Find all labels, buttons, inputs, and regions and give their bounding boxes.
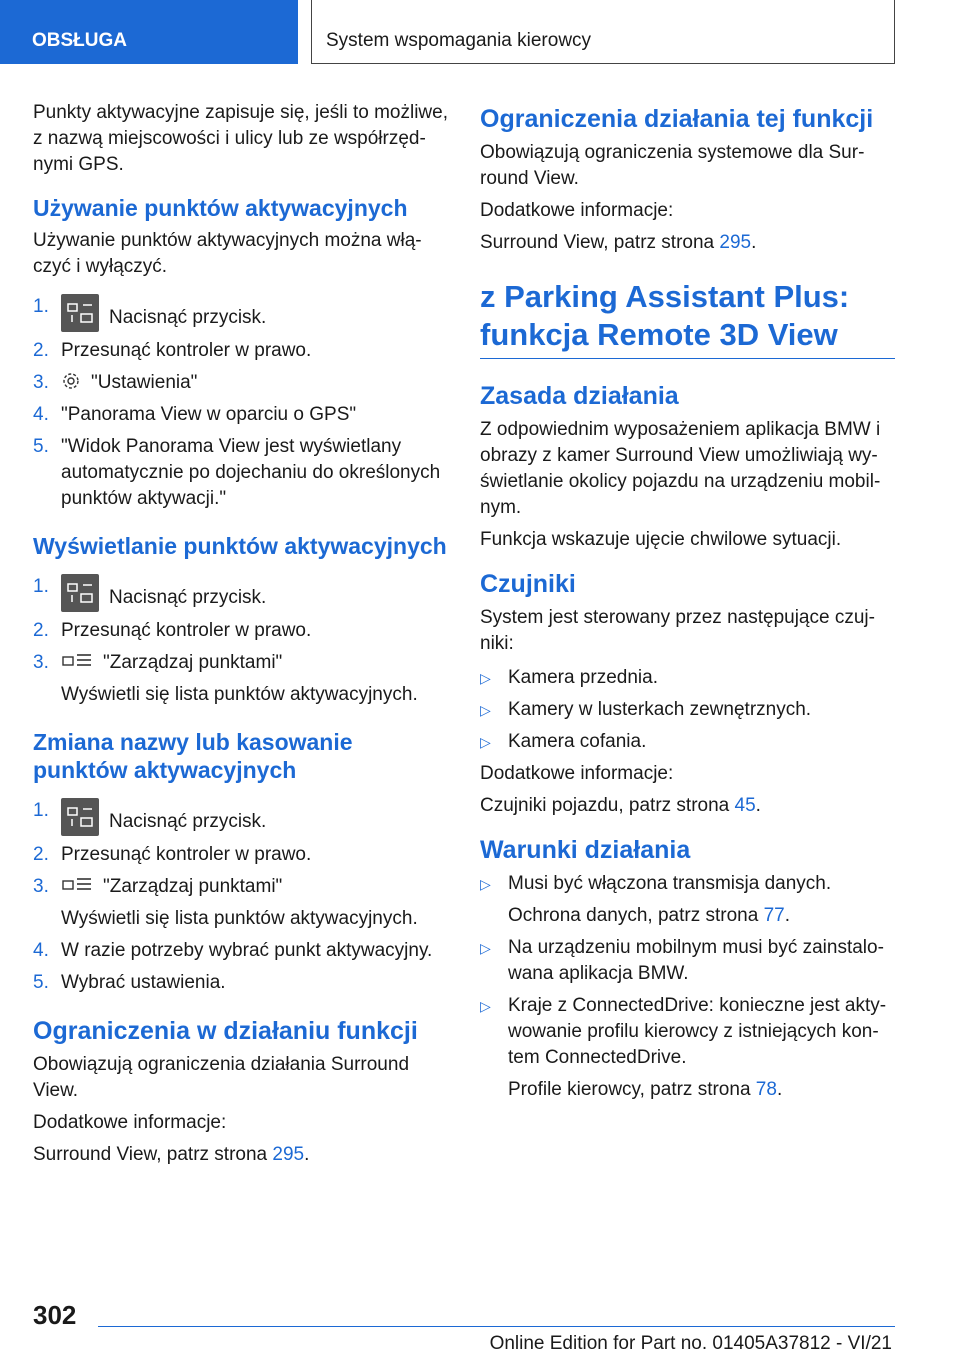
bullet-triangle-icon: ▷ (480, 734, 491, 750)
paragraph: System jest sterowany przez następujące czujniki: (480, 607, 875, 654)
list-item: 3. "Zarządzaj punktami" Wyświetli się lista punktów aktywacyjnych. (33, 650, 448, 708)
page-link[interactable]: 295 (719, 232, 752, 253)
reference: Czujniki pojazdu, patrz strona 45. (480, 795, 761, 816)
paragraph: Używanie punktów aktywacyjnych można włączyć i wyłączyć. (33, 230, 422, 277)
manage-points-icon (61, 875, 93, 895)
list-item: 3. "Zarządzaj punktami" Wyświetli się lista punktów aktywacyjnych. (33, 874, 448, 932)
paragraph: Z odpowiednim wyposażeniem aplikacja BMW i obrazy z kamer Surround View umożliwiają wyświetlanie okolicy pojazdu na urządzeniu mobilnym. (480, 419, 881, 518)
list-item: 4. "Panorama View w oparciu o GPS" (33, 404, 357, 425)
reference: Ochrona danych, patrz strona 77. (508, 905, 791, 926)
heading-function-limits: Ograniczenia działania tej funkcji (480, 105, 874, 133)
bullet-triangle-icon: ▷ (480, 998, 491, 1014)
steps-list (33, 798, 448, 996)
paragraph: Obowiązują ograniczenia działania Surround View. (33, 1054, 410, 1101)
step-note: Wyświetli się lista punktów aktywacyjnych. (61, 908, 418, 929)
reference: Profile kierowcy, patrz strona 78. (508, 1079, 783, 1100)
left-column (33, 100, 448, 1174)
list-item: 5. "Widok Panorama View jest wyświetlany automatycznie po dojechaniu do określonych punktów aktywacji." (33, 436, 441, 509)
gear-icon (61, 371, 81, 391)
right-column (480, 100, 895, 1109)
list-item: 1. Nacisnąć przycisk. (33, 798, 448, 836)
list-item: ▷ Musi być włączona transmisja danych. Ochrona danych, patrz strona 77. (480, 871, 895, 929)
chapter-title: System wspomagania kierowcy (311, 0, 895, 64)
list-item: ▷ Na urządzeniu mobilnym musi być zainstalowana aplikacja BMW. (480, 935, 895, 987)
list-item: 3. "Ustawienia" (33, 372, 198, 393)
heading-principle: Zasada działania (480, 382, 679, 410)
edition-footer: Online Edition for Part no. 01405A37812 - VI/21 (489, 1333, 892, 1354)
footer-divider (98, 1326, 895, 1327)
reference: Surround View, patrz strona 295. (33, 1144, 310, 1165)
paragraph: Dodatkowe informacje: (480, 200, 674, 221)
heading-using-points: Używanie punktów aktywacyjnych (33, 195, 408, 221)
paragraph: Dodatkowe informacje: (480, 763, 674, 784)
steps-list (33, 574, 448, 708)
page-number: 302 (33, 1300, 77, 1330)
bullet-triangle-icon: ▷ (480, 702, 491, 718)
heading-rename-delete: Zmiana nazwy lub kasowanie punktów aktywacyjnych (33, 729, 353, 783)
list-item: ▷ Kamery w lusterkach zewnętrznych. (480, 697, 895, 723)
steps-list (33, 294, 448, 512)
bullet-triangle-icon: ▷ (480, 876, 491, 892)
page-link[interactable]: 295 (272, 1144, 305, 1165)
bullet-list (480, 665, 895, 755)
driving-assistant-button-icon (61, 798, 99, 836)
list-item: 1. Nacisnąć przycisk. (33, 574, 448, 612)
driving-assistant-button-icon (61, 294, 99, 332)
heading-sensors: Czujniki (480, 570, 576, 598)
section-tab: OBSŁUGA (0, 0, 298, 64)
list-item: 5. Wybrać ustawienia. (33, 972, 226, 993)
reference: Surround View, patrz strona 295. (480, 232, 757, 253)
list-item: 1. Nacisnąć przycisk. (33, 294, 448, 332)
main-heading: z Parking Assistant Plus: funkcja Remote 3D View (480, 278, 895, 359)
list-item: 2. Przesunąć kontroler w prawo. (33, 620, 312, 641)
step-note: Wyświetli się lista punktów aktywacyjnych. (61, 684, 418, 705)
heading-display-points: Wyświetlanie punktów aktywacyjnych (33, 533, 447, 559)
list-item: 4. W razie potrzeby wybrać punkt aktywacyjny. (33, 940, 433, 961)
paragraph: Obowiązują ograniczenia systemowe dla Surround View. (480, 142, 865, 189)
list-item: ▷ Kraje z ConnectedDrive: konieczne jest aktywowanie profilu kierowcy z istniejących kontem ConnectedDrive. Profile kierowcy, patrz strona 78. (480, 993, 895, 1103)
bullet-list (480, 871, 895, 1103)
paragraph: Dodatkowe informacje: (33, 1112, 227, 1133)
heading-conditions: Warunki działania (480, 836, 691, 864)
manage-points-icon (61, 651, 93, 671)
list-item: 2. Przesunąć kontroler w prawo. (33, 340, 312, 361)
driving-assistant-button-icon (61, 574, 99, 612)
paragraph: Funkcja wskazuje ujęcie chwilowe sytuacji. (480, 529, 842, 550)
list-item: 2. Przesunąć kontroler w prawo. (33, 844, 312, 865)
page-link[interactable]: 78 (755, 1079, 777, 1100)
list-item: ▷ Kamera przednia. (480, 665, 895, 691)
bullet-triangle-icon: ▷ (480, 940, 491, 956)
bullet-triangle-icon: ▷ (480, 670, 491, 686)
page-link[interactable]: 77 (763, 905, 785, 926)
heading-limitations: Ograniczenia w działaniu funkcji (33, 1017, 418, 1045)
page-link[interactable]: 45 (734, 795, 756, 816)
intro-paragraph: Punkty aktywacyjne zapisuje się, jeśli to możliwe, z nazwą miejscowości i ulicy lub ze współrzędnymi GPS. (33, 102, 449, 175)
list-item: ▷ Kamera cofania. (480, 729, 895, 755)
